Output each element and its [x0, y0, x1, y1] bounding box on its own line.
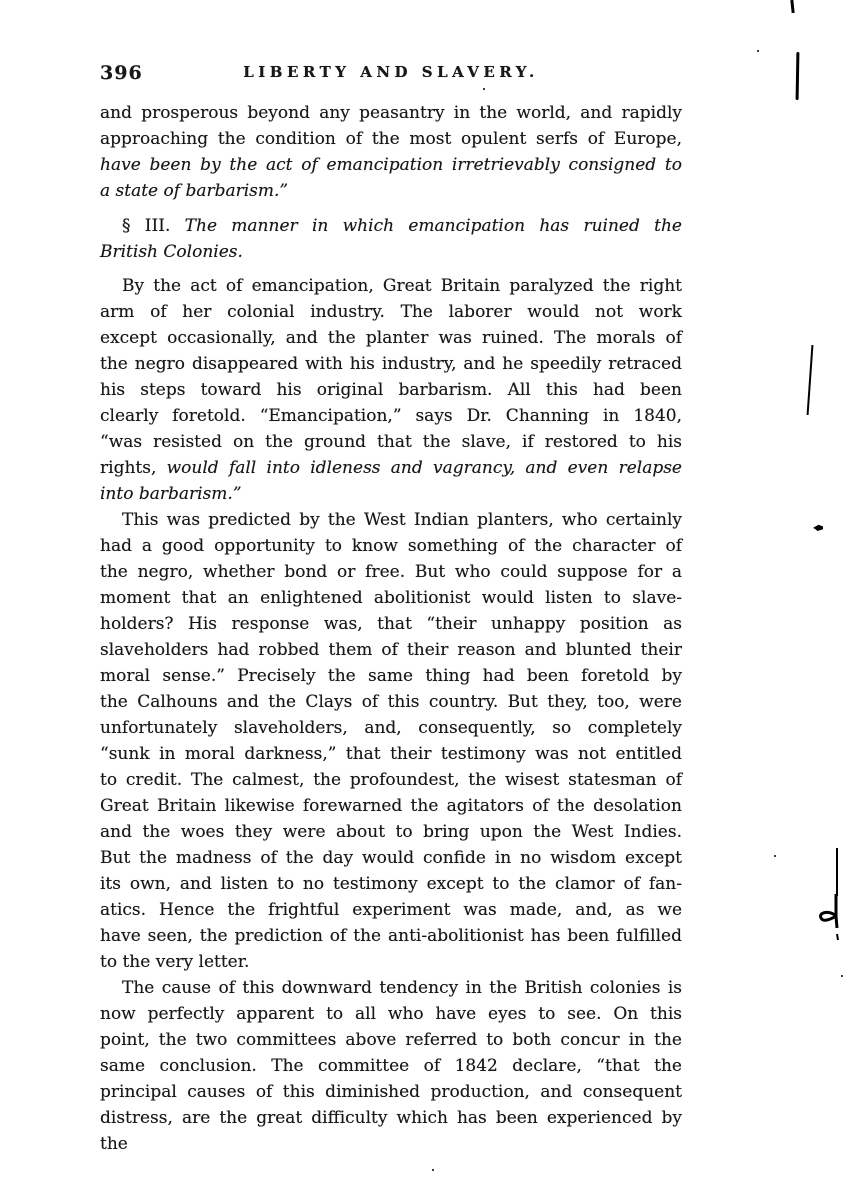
text-segment: moment that an enlightened abolitionist would listen to slave- [100, 588, 682, 608]
text-segment: “was resisted on the ground that the slave, if restored to his [100, 432, 682, 452]
text-segment: By the act of emancipation, Great Britain paralyzed the right [122, 276, 682, 296]
text-segment: unfortunately slaveholders, and, consequently, so completely [100, 718, 682, 738]
text-line [100, 663, 682, 689]
text-segment: atics. Hence the frightful experiment was made, and, as we [100, 900, 682, 920]
text-segment: its own, and listen to no testimony except to the clamor of fan- [100, 874, 682, 894]
text-line [100, 377, 682, 403]
text-line [100, 273, 682, 299]
text-line [100, 481, 682, 507]
page-header [100, 60, 682, 86]
text-segment: clearly foretold. “Emancipation,” says Dr. Channing in 1840, [100, 406, 682, 426]
text-segment: The cause of this downward tendency in the British colonies is [122, 978, 682, 998]
text-line [100, 611, 682, 637]
text-segment: to credit. The calmest, the profoundest, the wisest statesman of [100, 770, 682, 790]
text-segment: and the woes they were about to bring upon the West Indies. [100, 822, 682, 842]
text-segment: arm of her colonial industry. The laborer would not work [100, 302, 682, 322]
text-segment: § III. [122, 216, 185, 236]
text-line [100, 351, 682, 377]
text-segment: except occasionally, and the planter was ruined. The morals of [100, 328, 682, 348]
ink-speck [432, 1169, 434, 1171]
text-line [100, 299, 682, 325]
margin-ink-mark [790, 0, 794, 13]
ink-speck [774, 855, 776, 857]
running-title: LIBERTY AND SLAVERY. [243, 63, 539, 81]
text-segment: a state of barbarism.” [100, 181, 289, 201]
text-line [100, 949, 682, 975]
text-segment: to the very letter. [100, 952, 250, 972]
text-line [100, 455, 682, 481]
text-segment: slaveholders had robbed them of their reason and blunted their [100, 640, 682, 660]
ink-speck [757, 50, 759, 52]
text-line [100, 403, 682, 429]
body-paragraph-2 [100, 507, 682, 975]
text-segment: The manner in which emancipation has ruined the [184, 216, 682, 236]
text-block [100, 100, 682, 1157]
text-segment: Great Britain likewise forewarned the agitators of the desolation [100, 796, 682, 816]
text-line [100, 507, 682, 533]
text-segment: his steps toward his original barbarism. All this had been [100, 380, 682, 400]
text-segment: approaching the condition of the most opulent serfs of Europe, [100, 129, 682, 149]
text-line [100, 715, 682, 741]
body-paragraph-3 [100, 975, 682, 1157]
continuation-paragraph [100, 100, 682, 204]
section-heading [100, 213, 682, 265]
text-segment: “sunk in moral darkness,” that their testimony was not entitled [100, 744, 682, 764]
text-line [100, 239, 682, 265]
ink-speck [841, 975, 843, 977]
text-segment: have seen, the prediction of the anti-abolitionist has been fulfilled [100, 926, 682, 946]
text-segment: and prosperous beyond any peasantry in the world, and rapidly [100, 103, 682, 123]
text-line [100, 767, 682, 793]
text-line [100, 1027, 682, 1053]
text-segment: holders? His response was, that “their unhappy position as [100, 614, 682, 634]
text-segment: This was predicted by the West Indian planters, who certainly [122, 510, 682, 530]
text-line [100, 1001, 682, 1027]
text-line [100, 741, 682, 767]
text-segment: the negro, whether bond or free. But who could suppose for a [100, 562, 682, 582]
text-line [100, 152, 682, 178]
text-line [100, 689, 682, 715]
text-line [100, 923, 682, 949]
text-segment: moral sense.” Precisely the same thing had been foretold by [100, 666, 682, 686]
text-segment: had a good opportunity to know something of the character of [100, 536, 682, 556]
text-segment: now perfectly apparent to all who have eyes to see. On this [100, 1004, 682, 1024]
text-line [100, 559, 682, 585]
text-segment: point, the two committees above referred to both concur in the [100, 1030, 682, 1050]
text-segment: But the madness of the day would confide in no wisdom except [100, 848, 682, 868]
text-line [100, 1053, 682, 1079]
text-line [100, 325, 682, 351]
text-line [100, 429, 682, 455]
text-segment: the Calhouns and the Clays of this country. But they, too, were [100, 692, 682, 712]
body-paragraph-1 [100, 273, 682, 507]
text-line [100, 1105, 682, 1157]
text-line [100, 1079, 682, 1105]
text-line [100, 178, 682, 204]
text-line [100, 793, 682, 819]
text-segment: into barbarism.” [100, 484, 242, 504]
margin-ink-mark [796, 52, 800, 100]
text-segment: same conclusion. The committee of 1842 declare, “that the [100, 1056, 682, 1076]
text-line [100, 126, 682, 152]
text-segment: principal causes of this diminished production, and consequent [100, 1082, 682, 1102]
margin-ink-mark [807, 345, 814, 415]
text-line [100, 533, 682, 559]
text-line [100, 871, 682, 897]
page-number: 396 [100, 62, 143, 84]
text-line [100, 975, 682, 1001]
text-line [100, 100, 682, 126]
text-line [100, 897, 682, 923]
text-segment: would fall into idleness and vagrancy, and even relapse [166, 458, 682, 478]
text-segment: have been by the act of emancipation irretrievably consigned to [100, 155, 682, 175]
text-line [100, 819, 682, 845]
text-segment: the negro disappeared with his industry, and he speedily retraced [100, 354, 682, 374]
text-segment: distress, are the great difficulty which has been experienced by the [100, 1108, 682, 1154]
text-line [100, 213, 682, 239]
text-line [100, 637, 682, 663]
text-line [100, 845, 682, 871]
ink-speck [483, 88, 485, 90]
margin-ink-mark [836, 848, 838, 896]
text-segment: British Colonies. [100, 242, 243, 262]
margin-hook-mark [816, 894, 842, 944]
text-line [100, 585, 682, 611]
text-segment: rights, [100, 458, 167, 478]
ink-smudge [813, 524, 823, 531]
